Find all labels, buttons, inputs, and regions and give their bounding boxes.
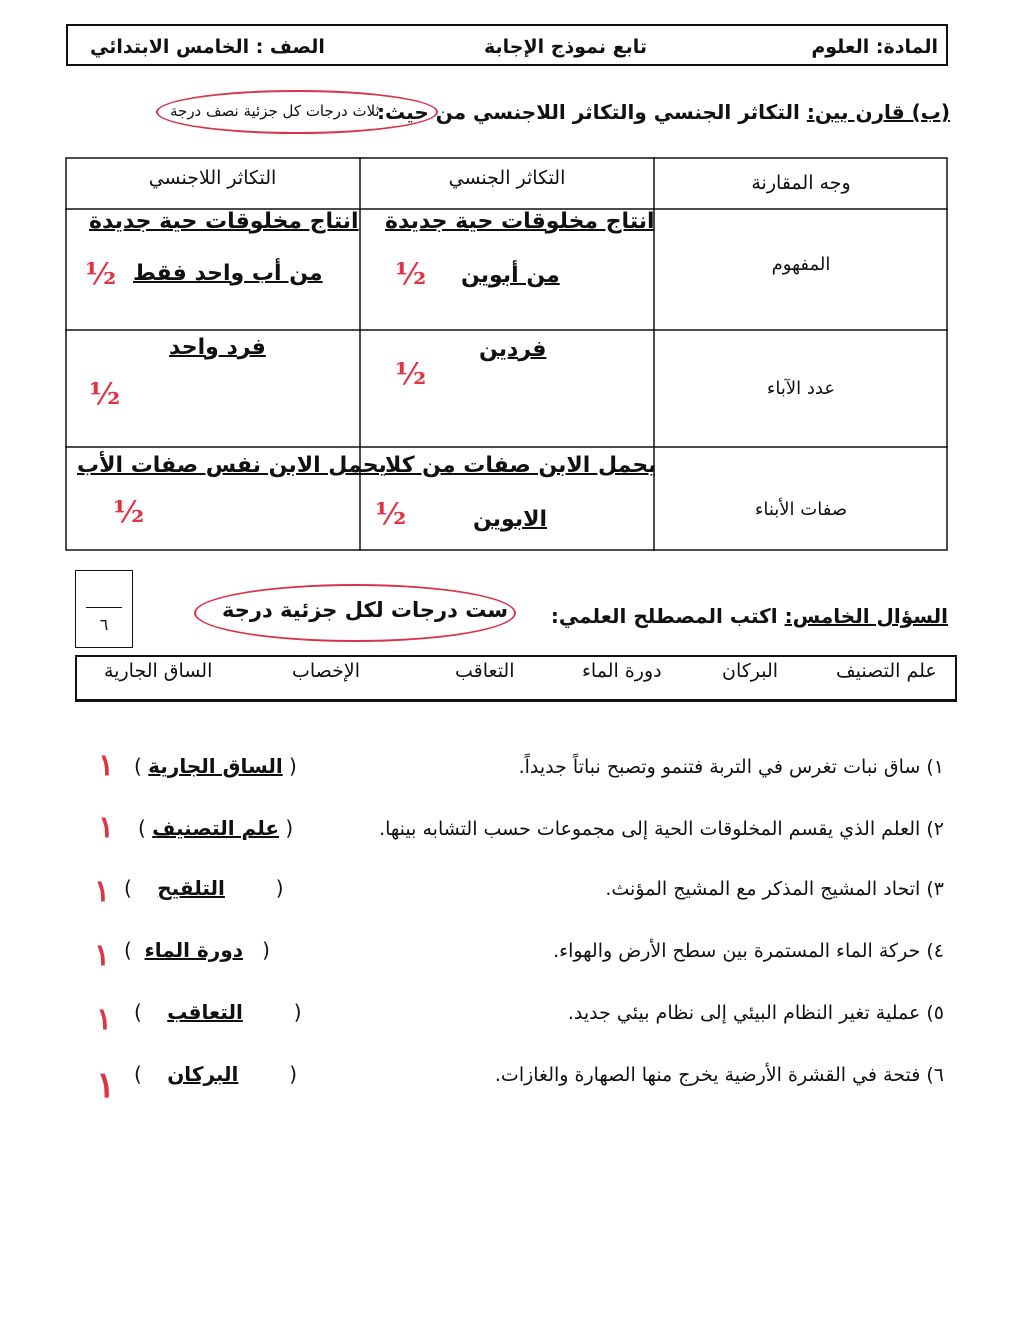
- part-b-text: التكاثر الجنسي والتكاثر اللاجنسي من حيث:: [376, 100, 800, 124]
- item-3-mark: ١: [94, 874, 111, 909]
- part-b-label: (ب) قارن بين:: [806, 100, 950, 124]
- item-6-answer-wrap: ( البركان ): [134, 1062, 298, 1086]
- item-5-answer: التعاقب: [167, 1000, 243, 1024]
- q5-label: السؤال الخامس:: [784, 604, 948, 628]
- item-5-answer-wrap: ( التعاقب ): [134, 1000, 302, 1024]
- item-6-text: ٦) فتحة في القشرة الأرضية يخرج منها الصهارة والغازات.: [494, 1064, 944, 1086]
- comparison-table: [65, 157, 948, 551]
- term-volcano: البركان: [722, 660, 779, 682]
- row-parents-asexual: فرد واحد: [169, 335, 266, 360]
- row-traits-sexual: يحمل الابن صفات من كلا: [385, 453, 657, 478]
- part-b-prompt: [377, 100, 950, 124]
- item-3-answer-wrap: ( التلقيح ): [124, 876, 284, 900]
- row-concept-asexual: انتاج مخلوقات حية جديدة: [89, 209, 359, 234]
- item-6-mark: ١: [96, 1064, 116, 1106]
- term-fertilization: الإخصاب: [292, 660, 361, 682]
- row-concept-sexual-2: من أبوين: [461, 263, 560, 288]
- term-succession: التعاقب: [455, 660, 515, 682]
- item-6-answer: البركان: [167, 1062, 239, 1086]
- row-traits-aspect: صفات الأبناء: [754, 498, 848, 520]
- item-4-text: ٤) حركة الماء المستمرة بين سطح الأرض والهواء.: [553, 940, 944, 962]
- item-2-mark: ١: [98, 810, 115, 845]
- row-concept-asexual-2: من أب واحد فقط: [133, 261, 323, 286]
- item-1-answer: الساق الجارية: [148, 754, 283, 778]
- part-b-grading-note: ثلاث درجات كل جزئية نصف درجة: [170, 102, 380, 120]
- row-concept-sexual: انتاج مخلوقات حية جديدة: [385, 209, 655, 234]
- item-4-answer-wrap: ( دورة الماء ): [124, 938, 270, 962]
- row-traits-sexual-2: الابوين: [473, 507, 548, 532]
- grade-label: الصف : الخامس الابتدائي: [90, 36, 325, 58]
- item-3-text: ٣) اتحاد المشيج المذكر مع المشيج المؤنث.: [605, 878, 944, 900]
- th-asexual: التكاثر اللاجنسي: [148, 167, 277, 189]
- model-title: تابع نموذج الإجابة: [484, 36, 647, 58]
- term-runner-stem: الساق الجارية: [104, 660, 213, 682]
- row-parents-sexual: فردين: [479, 337, 547, 362]
- item-4-mark: ١: [94, 938, 111, 973]
- th-sexual: التكاثر الجنسي: [448, 167, 566, 189]
- item-1-text: ١) ساق نبات تغرس في التربة فتنمو وتصبح نباتاً جديداً.: [518, 756, 944, 778]
- score-box: [75, 570, 133, 648]
- item-4-answer: دورة الماء: [144, 938, 244, 962]
- item-5-text: ٥) عملية تغير النظام البيئي إلى نظام بيئي جديد.: [567, 1002, 944, 1024]
- row-concept-aspect: المفهوم: [771, 253, 831, 275]
- mark-traits-sexual: ½: [375, 497, 407, 532]
- term-water-cycle: دورة الماء: [582, 660, 662, 682]
- mark-parents-asexual: ½: [89, 377, 121, 412]
- mark-concept-sexual: ½: [395, 257, 427, 292]
- item-2-answer-wrap: ( علم التصنيف ): [138, 816, 294, 840]
- subject-label: المادة: العلوم: [811, 36, 938, 58]
- mark-concept-asexual: ½: [85, 257, 117, 292]
- q5-prompt: [551, 604, 948, 628]
- item-2-answer: علم التصنيف: [152, 816, 280, 840]
- term-classification: علم التصنيف: [836, 660, 937, 682]
- mark-parents-sexual: ½: [395, 357, 427, 392]
- q5-grading-note: ست درجات لكل جزئية درجة: [222, 598, 509, 622]
- item-1-mark: ١: [98, 748, 115, 783]
- item-3-answer: التلقيح: [157, 876, 225, 900]
- row-traits-asexual: يحمل الابن نفس صفات الأب: [77, 453, 387, 478]
- item-2-text: ٢) العلم الذي يقسم المخلوقات الحية إلى مجموعات حسب التشابه بينها.: [379, 818, 944, 840]
- score-divider: [86, 607, 122, 608]
- th-aspect: وجه المقارنة: [751, 172, 851, 194]
- q5-instruction: اكتب المصطلح العلمي:: [550, 604, 778, 628]
- item-1-answer-wrap: ( الساق الجارية ): [134, 754, 297, 778]
- item-5-mark: ١: [96, 1002, 113, 1037]
- score-value: ٦: [99, 615, 109, 634]
- mark-traits-asexual: ½: [113, 495, 145, 530]
- row-parents-aspect: عدد الآباء: [766, 378, 836, 399]
